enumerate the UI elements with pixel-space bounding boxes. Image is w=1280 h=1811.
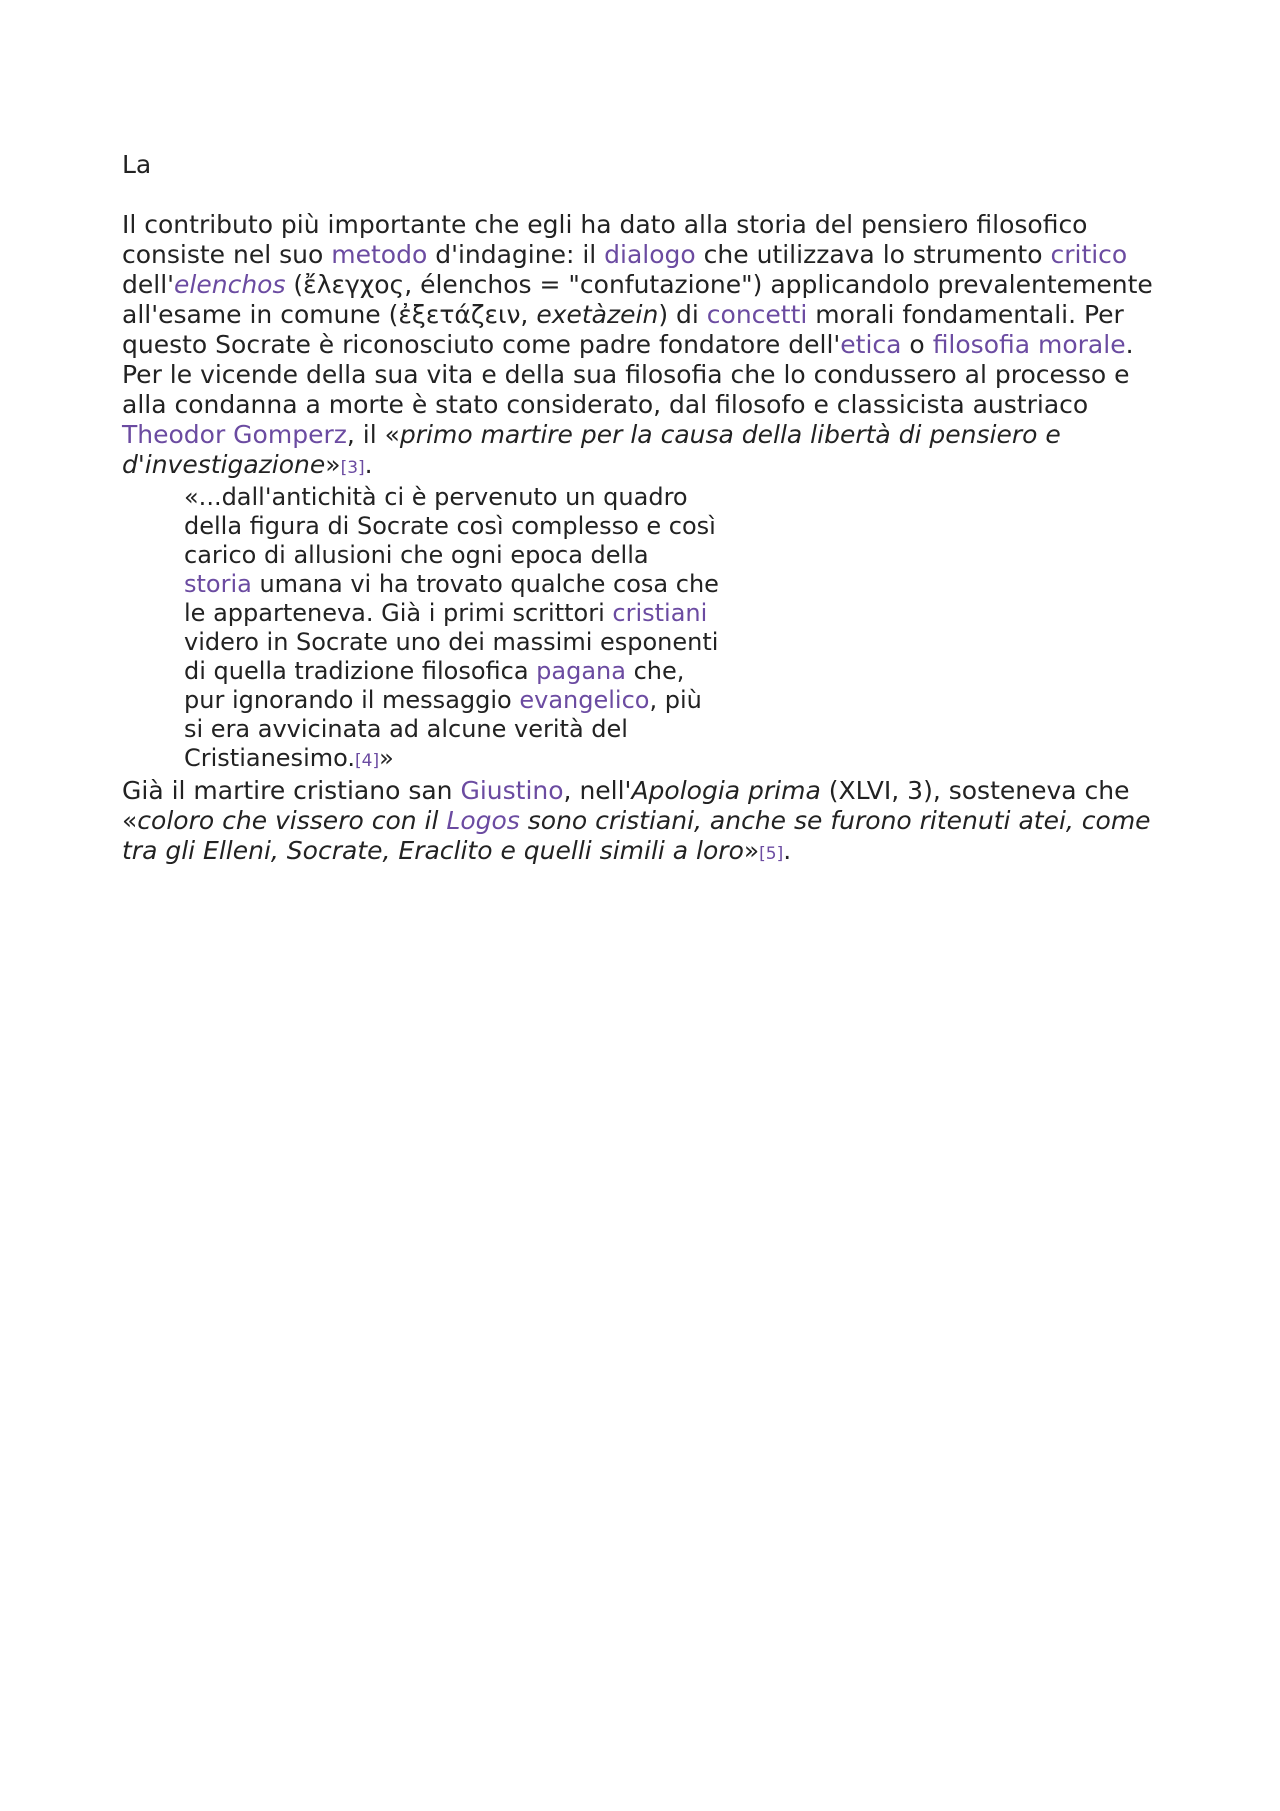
link-elenchos-label: elenchos bbox=[174, 270, 286, 299]
text-segment: , più si era avvicinata ad alcune verità del Cristianesimo. bbox=[184, 686, 702, 772]
link-cristiani[interactable]: cristiani bbox=[612, 599, 708, 627]
paragraph-giustino bbox=[122, 776, 1162, 869]
text-segment: morali fondamentali. Per questo Socrate è riconosciuto come padre fondatore dell' bbox=[122, 300, 1124, 359]
link-evangelico[interactable]: evangelico bbox=[519, 686, 650, 714]
text-segment: . bbox=[364, 450, 373, 479]
paragraph-martyr bbox=[122, 360, 1162, 483]
text-segment: «...dall'antichità ci è pervenuto un quadro della figura di Socrate così complesso e così carico di allusioni che ogni epoca della bbox=[184, 483, 716, 569]
italic-quote-gomperz: primo martire per la causa della libertà di pensiero e d'investigazione bbox=[122, 420, 1061, 479]
italic-apologia-prima: Apologia prima bbox=[631, 776, 821, 805]
text-segment: videro in Socrate uno dei massimi esponenti di quella tradizione filosofica bbox=[184, 628, 719, 685]
link-concetti[interactable]: concetti bbox=[706, 300, 808, 329]
text-segment: o bbox=[901, 330, 933, 359]
text-segment: Il contributo più importante che egli ha dato alla storia del pensiero filosofico consiste nel suo bbox=[122, 210, 1088, 269]
text-segment: dell' bbox=[122, 270, 175, 299]
text-segment: (XLVI, 3), sosteneva che « bbox=[122, 776, 1130, 835]
text-segment: » bbox=[379, 744, 394, 772]
text-segment: sono cristiani, anche se furono ritenuti atei, come tra gli Elleni, Socrate, Eraclito e quelli simili a loro bbox=[122, 806, 1151, 865]
text-segment: Già il martire cristiano san bbox=[122, 776, 461, 805]
italic-quote-giustino bbox=[122, 806, 1151, 865]
link-critico[interactable]: critico bbox=[1050, 240, 1128, 269]
text-segment: coloro che vissero con il bbox=[137, 806, 447, 835]
text-segment: . bbox=[783, 836, 792, 865]
text-segment: » bbox=[743, 836, 760, 865]
text-segment: , il « bbox=[346, 420, 400, 449]
article-body bbox=[122, 150, 1162, 869]
text-segment: che, pur ignorando il messaggio bbox=[184, 657, 685, 714]
link-logos[interactable]: Logos bbox=[446, 806, 520, 835]
text-segment: , nell' bbox=[563, 776, 632, 805]
text-segment: d'indagine: il bbox=[427, 240, 605, 269]
italic-exetazein: exetàzein bbox=[536, 300, 659, 329]
link-storia[interactable]: storia bbox=[184, 570, 252, 598]
blockquote bbox=[184, 483, 724, 776]
text-segment: . bbox=[1125, 330, 1134, 359]
link-giustino[interactable]: Giustino bbox=[460, 776, 564, 805]
link-filosofia-morale[interactable]: filosofia morale bbox=[932, 330, 1126, 359]
text-segment: ) di bbox=[658, 300, 707, 329]
link-elenchos[interactable] bbox=[174, 270, 285, 299]
link-dialogo[interactable]: dialogo bbox=[604, 240, 696, 269]
text-segment: che utilizzava lo strumento bbox=[695, 240, 1051, 269]
text-segment: » bbox=[325, 450, 341, 479]
text-segment: Per le vicende della sua vita e della sua filosofia che lo condussero al processo e alla condanna a morte è stato considerato, dal filosofo e classicista austriaco bbox=[122, 360, 1130, 419]
link-metodo[interactable]: metodo bbox=[331, 240, 428, 269]
text-segment: (ἔλεγχος, élenchos = "confutazione") applicandolo prevalentemente all'esame in comune (ἐξετάζειν, bbox=[122, 270, 1153, 329]
heading-fragment: La bbox=[122, 150, 152, 179]
text-segment: umana vi ha trovato qualche cosa che le apparteneva. Già i primi scrittori bbox=[184, 570, 719, 627]
link-etica[interactable]: etica bbox=[840, 330, 902, 359]
link-theodor-gomperz[interactable]: Theodor Gomperz bbox=[122, 420, 347, 449]
footnote-ref-3[interactable]: [3] bbox=[340, 458, 365, 478]
link-pagana[interactable]: pagana bbox=[536, 657, 626, 685]
footnote-ref-5[interactable]: [5] bbox=[759, 844, 784, 864]
footnote-ref-4[interactable]: [4] bbox=[355, 751, 380, 771]
paragraph-method bbox=[122, 210, 1162, 360]
